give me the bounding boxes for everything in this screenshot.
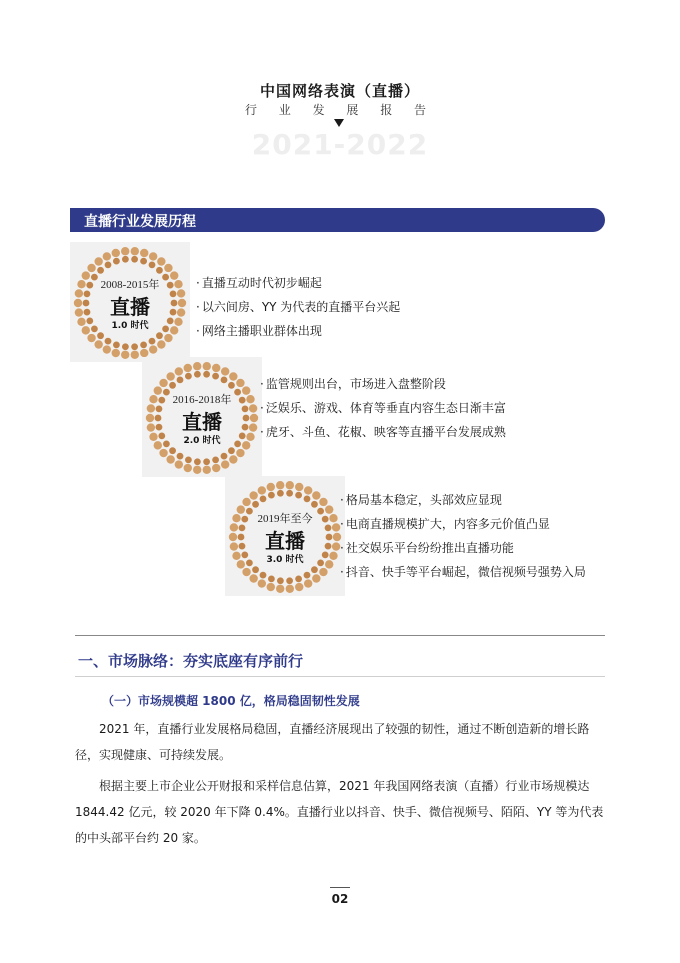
subsection-heading: （一）市场规模超 1800 亿，格局稳固韧性发展 — [102, 694, 360, 708]
list-item: · 网络主播职业群体出现 — [196, 319, 400, 343]
page-number-rule — [330, 887, 350, 888]
era-name: 直播 — [182, 410, 222, 434]
list-item: · 格局基本稳定，头部效应显现 — [340, 488, 586, 512]
ring-dot — [105, 338, 112, 345]
ring-dot — [159, 449, 167, 457]
ring-dot — [175, 367, 183, 375]
ring-dot — [242, 498, 250, 506]
ring-dot — [156, 267, 163, 274]
ring-dot — [229, 455, 237, 463]
ring-dot — [113, 341, 120, 348]
era-years: 2008-2015年 — [100, 279, 160, 291]
era-version: 1.0 时代 — [111, 321, 149, 331]
era-points-3 — [340, 488, 586, 584]
ring-dot — [164, 264, 172, 272]
ring-dot — [193, 466, 201, 474]
list-item: · 泛娱乐、游戏、体育等垂直内容生态日渐丰富 — [260, 396, 506, 420]
ring-dot — [87, 264, 95, 272]
ring-dot — [295, 583, 303, 591]
ring-dot — [276, 481, 284, 489]
ring-dot — [159, 379, 167, 387]
era-version: 3.0 时代 — [266, 555, 304, 565]
ring-dot — [260, 495, 267, 502]
list-item: · 虎牙、斗鱼、花椒、映客等直播平台发展成熟 — [260, 420, 506, 444]
ring-dot — [140, 249, 148, 257]
ring-dot — [267, 483, 275, 491]
ring-dot — [103, 252, 111, 260]
ring-dot — [185, 373, 192, 380]
ring-dot — [149, 345, 157, 353]
ring-dot — [319, 568, 327, 576]
ring-dot — [304, 486, 312, 494]
ring-dot — [295, 483, 303, 491]
ring-dot — [156, 332, 163, 339]
ring-dot — [131, 247, 139, 255]
ring-dot — [169, 447, 176, 454]
ring-dot — [249, 574, 257, 582]
ring-dot — [103, 345, 111, 353]
section-divider — [75, 635, 605, 636]
ring-dot — [311, 501, 318, 508]
ring-dot — [194, 371, 201, 378]
down-triangle-icon — [334, 119, 344, 127]
ring-dot — [212, 464, 220, 472]
ring-dot — [304, 579, 312, 587]
ring-dot — [295, 575, 302, 582]
ring-dot — [97, 332, 104, 339]
ring-dot — [277, 577, 284, 584]
ring-dot — [122, 343, 129, 350]
era-badge-2 — [145, 361, 259, 475]
ring-dot — [212, 456, 219, 463]
ring-dot — [258, 486, 266, 494]
ring-dot — [286, 585, 294, 593]
era-points-2 — [260, 372, 506, 444]
report-subtitle: 行 业 发 展 报 告 — [244, 103, 436, 117]
era-points-1 — [196, 271, 400, 343]
ring-dot — [131, 256, 138, 263]
section-heading: 一、市场脉络：夯实底座有序前行 — [78, 652, 304, 670]
ring-dot — [149, 338, 156, 345]
ring-dot — [212, 373, 219, 380]
ring-dot — [203, 466, 211, 474]
banner-title: 直播行业发展历程 — [84, 214, 196, 230]
ring-dot — [97, 267, 104, 274]
ring-dot — [166, 455, 174, 463]
ring-dot — [236, 379, 244, 387]
ring-dot — [286, 490, 293, 497]
ring-dot — [131, 351, 139, 359]
ring-dot — [185, 456, 192, 463]
ring-dot — [312, 574, 320, 582]
ring-dot — [268, 492, 275, 499]
era-badge-3 — [228, 480, 342, 594]
ring-dot — [149, 261, 156, 268]
era-version: 2.0 时代 — [183, 436, 221, 446]
ring-dot — [252, 566, 259, 573]
ring-dot — [122, 256, 129, 263]
ring-dot — [193, 362, 201, 370]
ring-dot — [121, 247, 129, 255]
ring-dot — [166, 372, 174, 380]
era-name: 直播 — [110, 295, 150, 319]
ring-dot — [184, 464, 192, 472]
ring-dot — [304, 495, 311, 502]
ring-dot — [242, 568, 250, 576]
ring-dot — [157, 257, 165, 265]
ring-dot — [212, 364, 220, 372]
ring-dot — [94, 340, 102, 348]
ring-dot — [319, 498, 327, 506]
ring-dot — [268, 575, 275, 582]
ring-dot — [252, 501, 259, 508]
ring-dot — [295, 492, 302, 499]
ring-dot — [249, 491, 257, 499]
ring-dot — [277, 490, 284, 497]
ring-dot — [169, 382, 176, 389]
list-item: · 社交娱乐平台纷纷推出直播功能 — [340, 536, 586, 560]
ring-dot — [286, 481, 294, 489]
ring-dot — [228, 382, 235, 389]
paragraph: 2021 年，直播行业发展格局稳固，直播经济展现出了较强的韧性，通过不断创造新的增长路径，实现健康、可持续发展。 — [75, 722, 590, 762]
ring-dot — [194, 458, 201, 465]
ring-dot — [177, 453, 184, 460]
page-number: 02 — [331, 892, 349, 906]
ring-dot — [140, 341, 147, 348]
ring-dot — [87, 334, 95, 342]
paragraph: 根据主要上市企业公开财报和采样信息估算，2021 年我国网络表演（直播）行业市场规模达 1844.42 亿元，较 2020 年下降 0.4%。直播行业以抖音、快手、微信视频号、陌陌、YY 等为代表的中头部平台约 20 家。 — [75, 779, 604, 845]
ring-dot — [112, 249, 120, 257]
ring-dot — [112, 349, 120, 357]
ring-dot — [221, 453, 228, 460]
report-years: 2021-2022 — [251, 128, 429, 161]
ring-dot — [175, 460, 183, 468]
ring-dot — [105, 261, 112, 268]
ring-dot — [286, 577, 293, 584]
ring-dot — [221, 460, 229, 468]
ring-dot — [229, 372, 237, 380]
ring-dot — [177, 376, 184, 383]
list-item: · 监管规则出台，市场进入盘整阶段 — [260, 372, 506, 396]
list-item: · 直播互动时代初步崛起 — [196, 271, 400, 295]
ring-dot — [221, 376, 228, 383]
ring-dot — [164, 334, 172, 342]
ring-dot — [203, 362, 211, 370]
ring-dot — [258, 579, 266, 587]
ring-dot — [184, 364, 192, 372]
section-banner — [70, 208, 605, 232]
ring-dot — [221, 367, 229, 375]
ring-dot — [228, 447, 235, 454]
list-item: · 抖音、快手等平台崛起，微信视频号强势入局 — [340, 560, 586, 584]
ring-dot — [311, 566, 318, 573]
era-years: 2016-2018年 — [172, 394, 232, 406]
ring-dot — [131, 343, 138, 350]
era-years: 2019年至今 — [257, 513, 313, 525]
ring-dot — [276, 585, 284, 593]
ring-dot — [157, 340, 165, 348]
ring-dot — [121, 351, 129, 359]
ring-dot — [203, 371, 210, 378]
ring-dot — [94, 257, 102, 265]
ring-dot — [236, 449, 244, 457]
ring-dot — [312, 491, 320, 499]
list-item: · 以六间房、YY 为代表的直播平台兴起 — [196, 295, 400, 319]
ring-dot — [203, 458, 210, 465]
section-underline — [75, 676, 605, 677]
ring-dot — [140, 349, 148, 357]
ring-dot — [113, 258, 120, 265]
era-badge-1 — [73, 246, 187, 360]
ring-dot — [304, 572, 311, 579]
era-name: 直播 — [265, 529, 305, 553]
ring-dot — [267, 583, 275, 591]
list-item: · 电商直播规模扩大，内容多元价值凸显 — [340, 512, 586, 536]
ring-dot — [260, 572, 267, 579]
ring-dot — [140, 258, 147, 265]
report-title: 中国网络表演（直播） — [259, 82, 420, 100]
ring-dot — [149, 252, 157, 260]
